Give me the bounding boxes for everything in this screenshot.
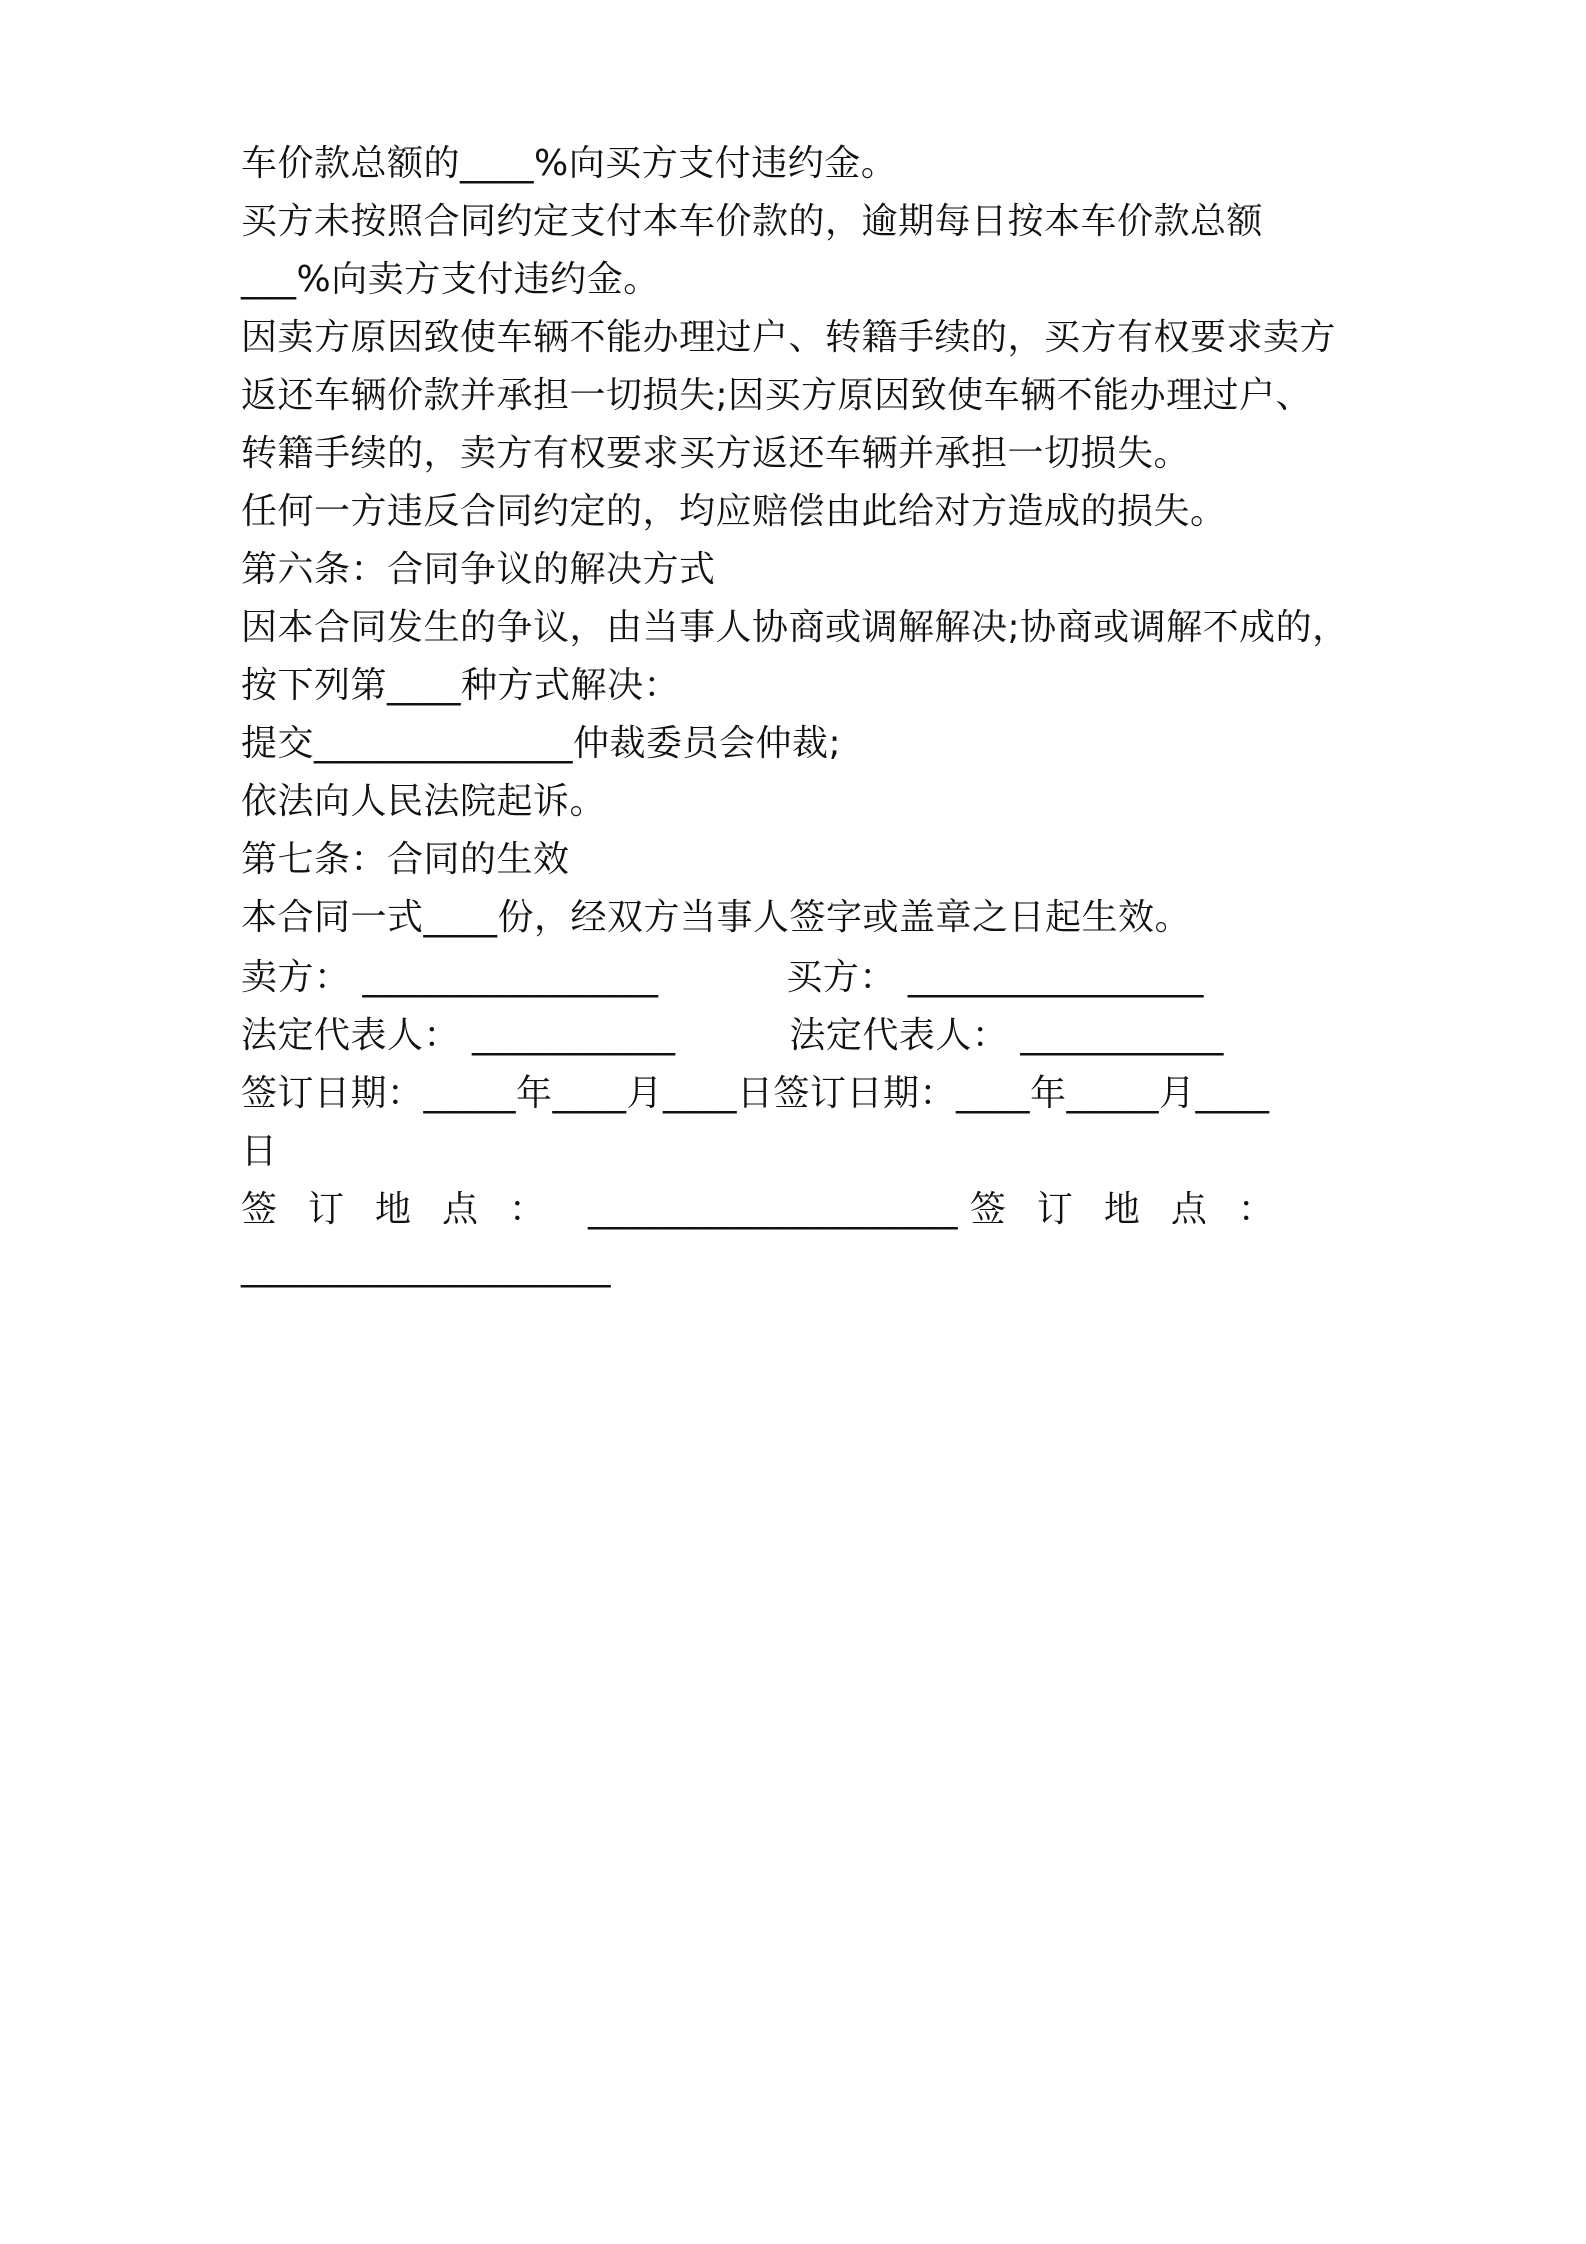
seller-buyer-signature-row xyxy=(241,954,1361,1002)
seller-representative-label: 法定代表人： xyxy=(241,1015,461,1056)
signing-date-wrap: 日 xyxy=(241,1131,278,1172)
clause-text-line-5: 返还车辆价款并承担一切损失;因买方原因致使车辆不能办理过户、 xyxy=(241,375,1313,416)
dispute-option-court: 依法向人民法院起诉。 xyxy=(241,781,607,822)
clause-text-line-2: 买方未按照合同约定支付本车价款的，逾期每日按本车价款总额 xyxy=(241,201,1264,242)
effectiveness-text: 本合同一式____份，经双方当事人签字或盖章之日起生效。 xyxy=(241,897,1192,938)
buyer-representative-blank: ___________ xyxy=(1020,1015,1224,1056)
buyer-signing-place-blank: ____________________ xyxy=(241,1247,611,1288)
legal-representative-row xyxy=(241,1012,1361,1060)
clause-text-line-6: 转籍手续的，卖方有权要求买方返还车辆并承担一切损失。 xyxy=(241,433,1191,474)
dispute-text-line-2: 按下列第____种方式解决： xyxy=(241,665,681,706)
article-six-heading: 第六条：合同争议的解决方式 xyxy=(241,549,716,590)
clause-text-line-4: 因卖方原因致使车辆不能办理过户、转籍手续的，买方有权要求卖方 xyxy=(241,317,1337,358)
seller-representative-blank: ___________ xyxy=(471,1015,676,1056)
dispute-option-arbitration: 提交______________仲裁委员会仲裁; xyxy=(241,723,842,764)
seller-signature-blank: ________________ xyxy=(362,957,659,998)
buyer-label: 买方： xyxy=(786,957,896,998)
signing-place-row xyxy=(241,1186,1361,1234)
clause-text-line-1: 车价款总额的____%向买方支付违约金。 xyxy=(241,143,898,184)
clause-text-line-7: 任何一方违反合同约定的，均应赔偿由此给对方造成的损失。 xyxy=(241,491,1227,532)
dispute-text-line-1: 因本合同发生的争议，由当事人协商或调解解决;协商或调解不成的， xyxy=(241,607,1349,648)
seller-signing-place-blank: ____________________ xyxy=(587,1189,958,1230)
buyer-signing-place-label: 签订地点： xyxy=(969,1189,1305,1230)
seller-label: 卖方： xyxy=(241,957,351,998)
signing-date-row: 签订日期：_____年____月____日签订日期：____年_____月____ xyxy=(241,1073,1270,1114)
article-seven-heading: 第七条：合同的生效 xyxy=(241,839,570,880)
buyer-signature-blank: ________________ xyxy=(907,957,1204,998)
buyer-representative-label: 法定代表人： xyxy=(789,1015,1009,1056)
clause-text-line-3: ___%向卖方支付违约金。 xyxy=(241,259,660,300)
seller-signing-place-label: 签订地点： xyxy=(241,1189,577,1230)
